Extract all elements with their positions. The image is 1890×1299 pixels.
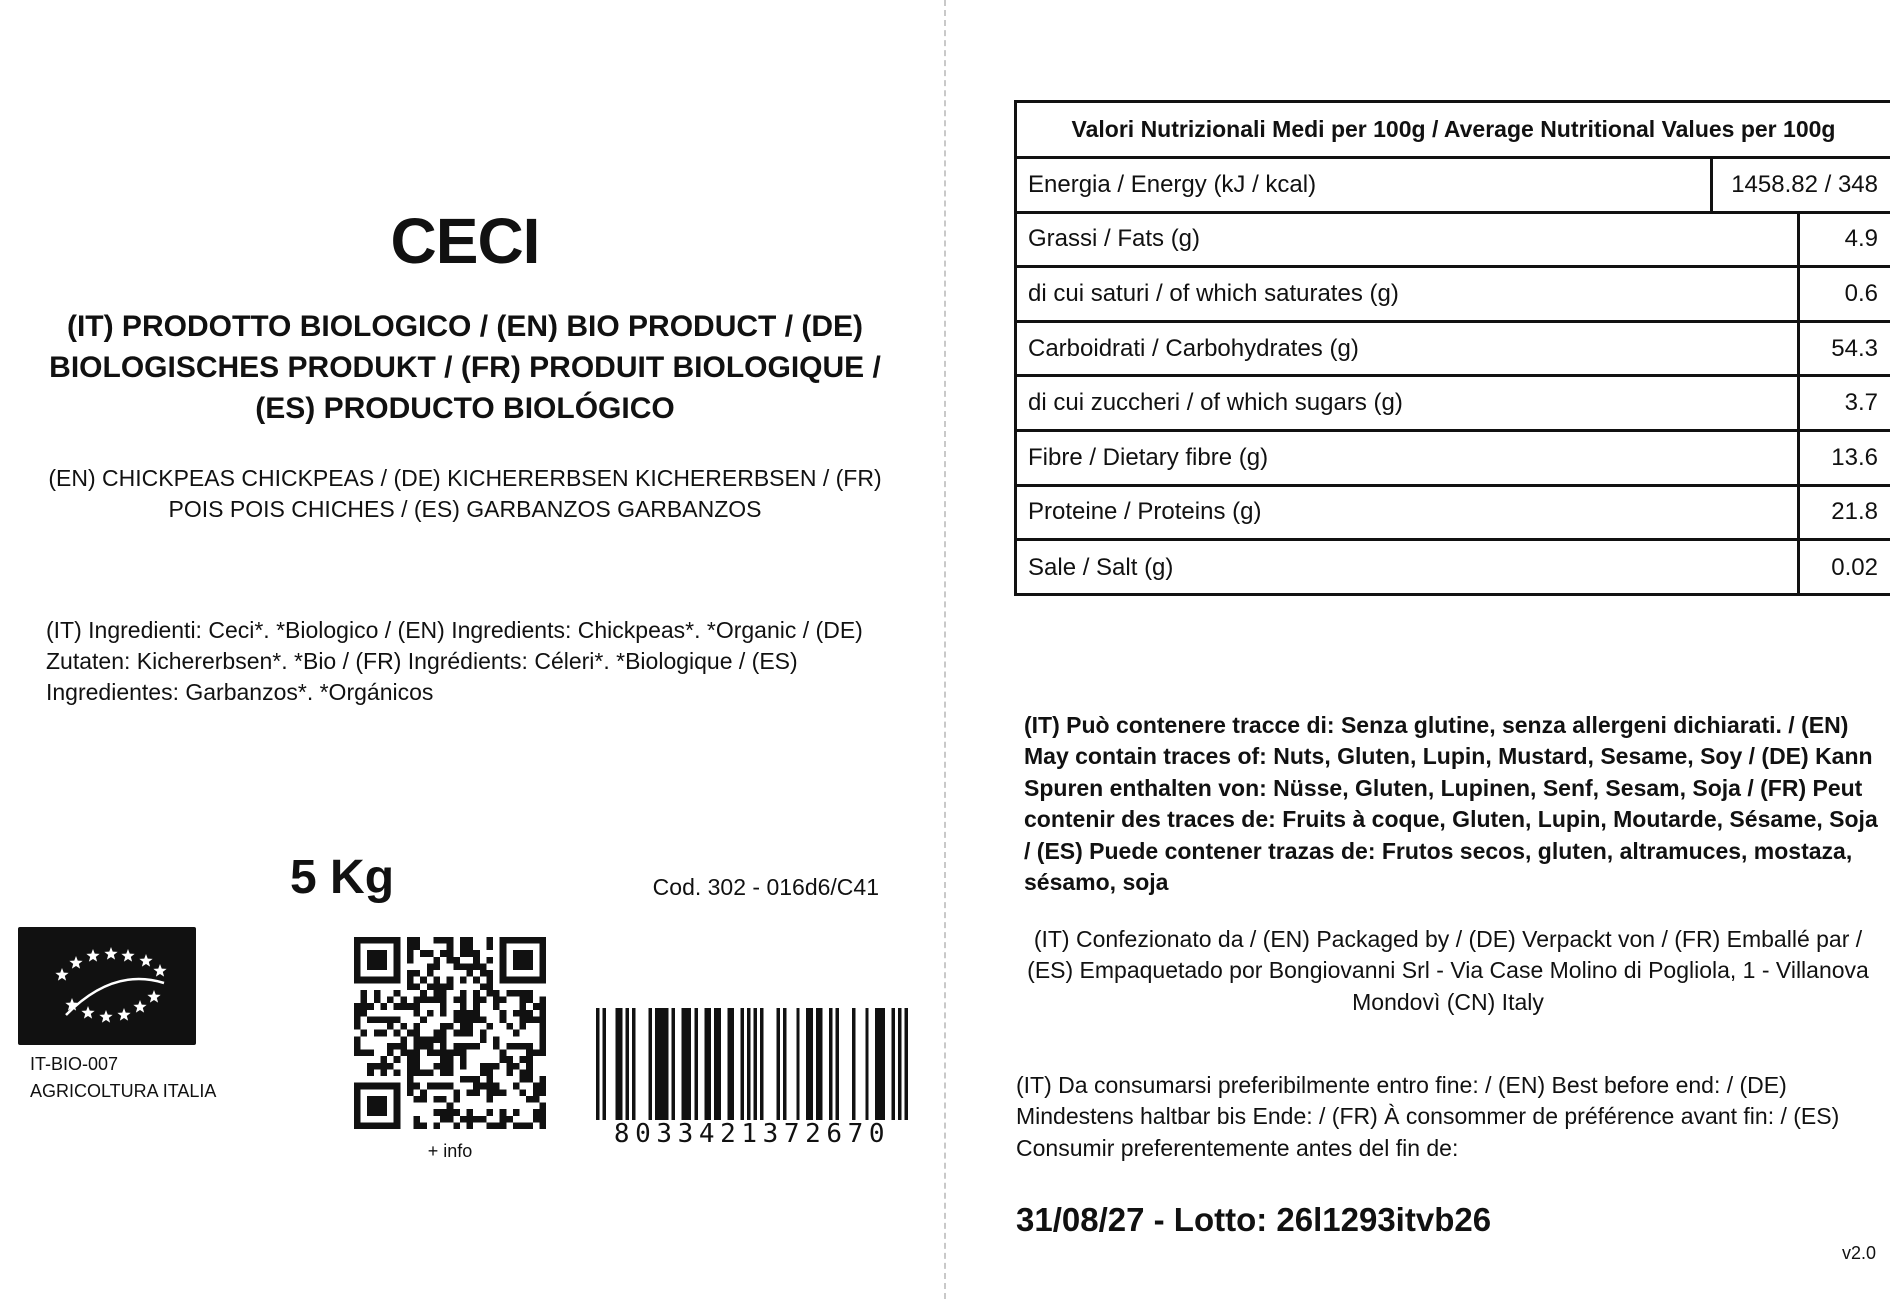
product-code: Cod. 302 - 016d6/C41 [652, 874, 879, 900]
product-title: CECI [390, 205, 540, 277]
eu-organic-leaf-icon [18, 927, 196, 1045]
nutrition-value: 4.9 [1844, 225, 1878, 253]
net-weight: 5 Kg [290, 851, 395, 904]
nutrition-label: di cui zuccheri / of which sugars (g) [1017, 377, 1800, 429]
nutrition-label: Sale / Salt (g) [1017, 541, 1800, 596]
nutrition-row-carbohydrates [1017, 323, 1890, 378]
nutrition-row-sugars [1017, 377, 1890, 432]
nutrition-value: 21.8 [1831, 498, 1878, 526]
nutrition-label: Fibre / Dietary fibre (g) [1017, 432, 1800, 484]
nutrition-label: Energia / Energy (kJ / kcal) [1017, 159, 1713, 211]
fold-divider [944, 0, 946, 1299]
nutrition-row-energy [1017, 159, 1890, 214]
product-subtitle: (IT) PRODOTTO BIOLOGICO / (EN) BIO PRODUCT / (DE) BIOLOGISCHES PRODUKT / (FR) PRODUIT BIOLOGIQUE / (ES) PRODUCTO BIOLÓGICO [49, 310, 881, 425]
nutrition-value: 13.6 [1831, 443, 1878, 471]
qr-code[interactable] [354, 937, 546, 1129]
barcode-digits: 8033421372670 [613, 1119, 891, 1149]
label-version: v2.0 [1841, 1243, 1876, 1263]
nutrition-row-fats [1017, 214, 1890, 269]
nutrition-table [1014, 100, 1890, 596]
nutrition-row-proteins [1017, 487, 1890, 542]
barcode [596, 1008, 908, 1120]
qr-info-label: + info [427, 1141, 473, 1161]
nutrition-table-title: Valori Nutrizionali Medi per 100g / Average Nutritional Values per 100g [1017, 103, 1890, 159]
nutrition-label: di cui saturi / of which saturates (g) [1017, 268, 1800, 320]
allergens-text: (IT) Può contenere tracce di: Senza glutine, senza allergeni dichiarati. / (EN) May contain traces of: Nuts, Gluten, Lupin, Mustard, Sesame, Soy / (DE) Kann Spuren enthalten von: Nüsse, Gluten, Lupinen, Senf, Sesam, Soja / (FR) Peut contenir des traces de: Fruits à coque, Gluten, Lupin, Moutarde, Sésame, Soja / (ES) Puede contener trazas de: Frutos secos, gluten, altramuces, mostaza, sésamo, soja [1024, 712, 1878, 896]
expiry-lot: 31/08/27 - Lotto: 26l1293itvb26 [1016, 1201, 1492, 1238]
nutrition-value: 0.6 [1844, 279, 1878, 307]
nutrition-value: 1458.82 / 348 [1731, 170, 1878, 198]
best-before-text: (IT) Da consumarsi preferibilmente entro fine: / (EN) Best before end: / (DE) Mindestens haltbar bis Ende: / (FR) À consommer de préférence avant fin: / (ES) Consumir preferentemente antes del fin de: [1016, 1072, 1840, 1161]
nutrition-label: Carboidrati / Carbohydrates (g) [1017, 323, 1800, 375]
nutrition-row-fibre [1017, 432, 1890, 487]
certification-origin: AGRICOLTURA ITALIA [30, 1081, 217, 1101]
nutrition-row-salt [1017, 541, 1890, 596]
packager-text: (IT) Confezionato da / (EN) Packaged by / (DE) Verpackt von / (FR) Emballé par / (ES) Empaquetado por Bongiovanni Srl - Via Case Molino di Pogliola, 1 - Villanova Mondovì (CN) Italy [1027, 926, 1869, 1015]
nutrition-label: Proteine / Proteins (g) [1017, 487, 1800, 539]
nutrition-row-saturates [1017, 268, 1890, 323]
product-translated-names: (EN) CHICKPEAS CHICKPEAS / (DE) KICHERERBSEN KICHERERBSEN / (FR) POIS POIS CHICHES / (ES) GARBANZOS GARBANZOS [48, 465, 882, 522]
nutrition-value: 54.3 [1831, 334, 1878, 362]
nutrition-label: Grassi / Fats (g) [1017, 214, 1800, 266]
certification-info [30, 1051, 216, 1105]
ingredients-text: (IT) Ingredienti: Ceci*. *Biologico / (EN) Ingredients: Chickpeas*. *Organic / (DE) Zutaten: Kichererbsen*. *Bio / (FR) Ingrédients: Céleri*. *Biologique / (ES) Ingredientes: Garbanzos*. *Orgánicos [46, 617, 863, 705]
nutrition-value: 0.02 [1831, 554, 1878, 582]
certification-code: IT-BIO-007 [30, 1054, 119, 1074]
nutrition-value: 3.7 [1844, 389, 1878, 417]
